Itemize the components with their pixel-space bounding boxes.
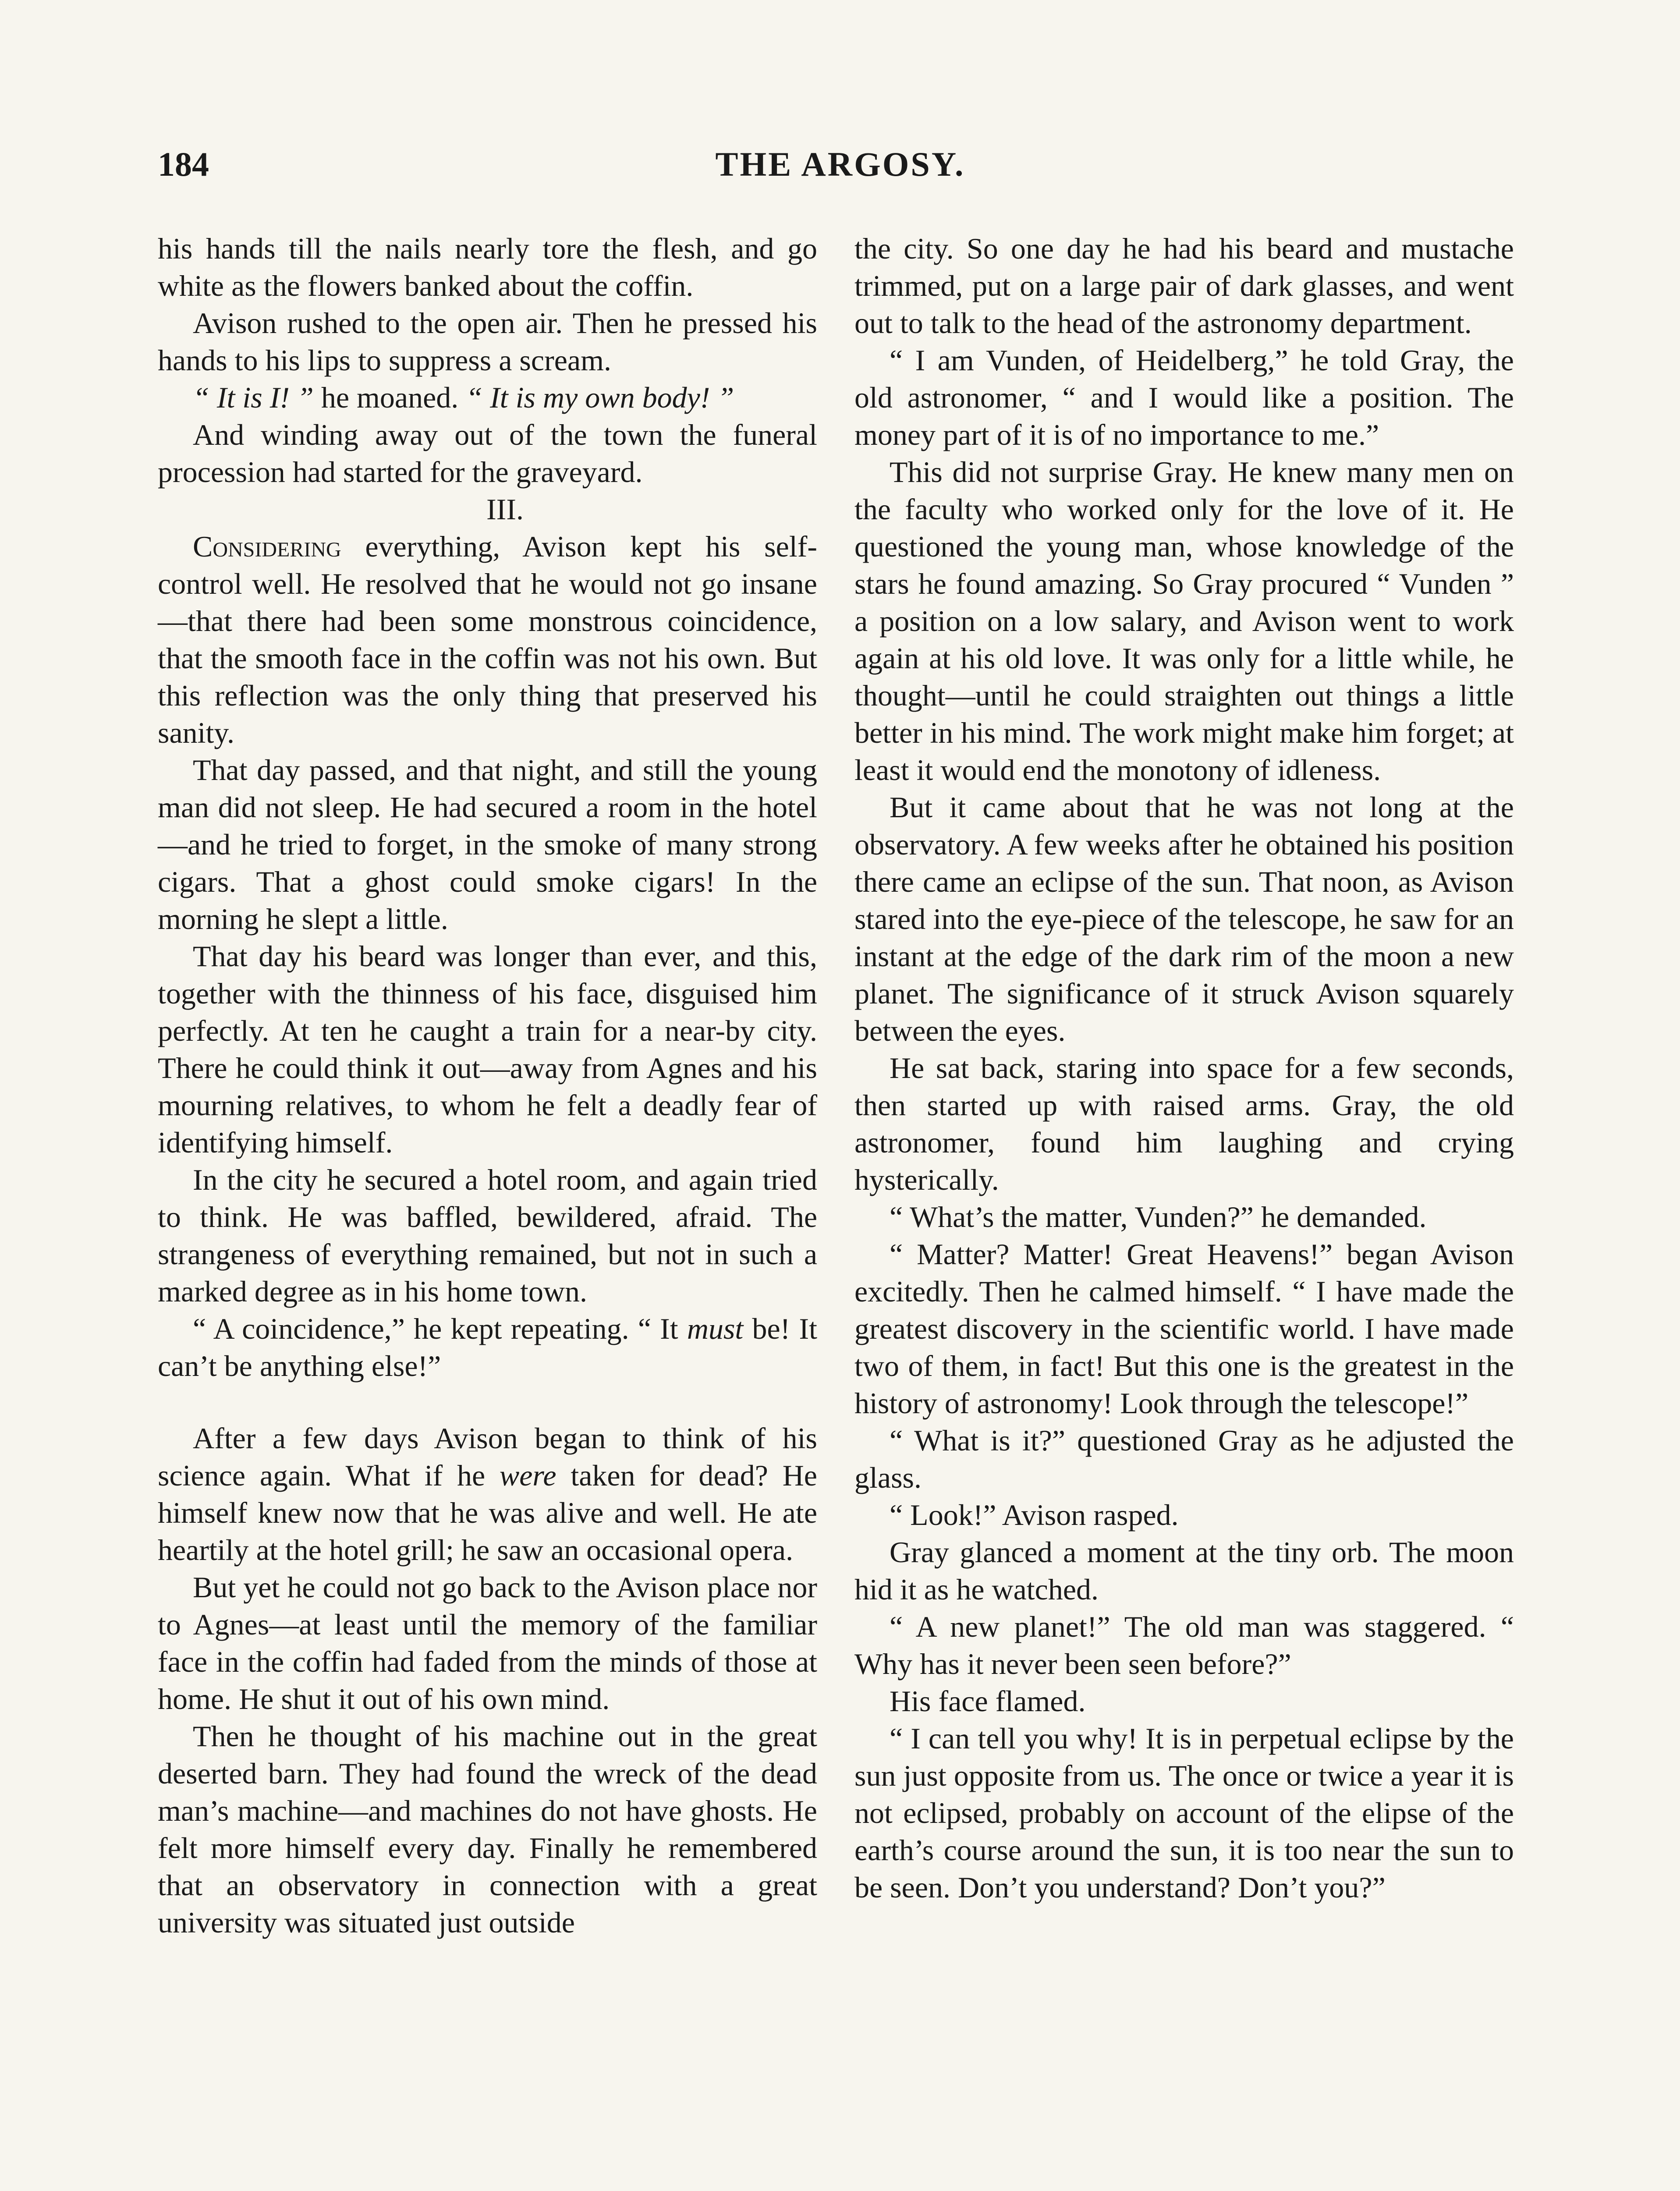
paragraph-text: everything, Avison kept his self-control well. He resolved that he would not go insane—that there had been some monstrous coincidence, that the smooth face in the coffin was not his own. But this reflection was the only thing that preserved his sanity. [158,530,817,749]
paragraph: “ Matter? Matter! Great Heavens!” began Avison excitedly. Then he calmed himself. “ I have made the greatest discovery in the scientific world. I have made two of them, in fact! But this one is the greatest in the history of astronomy! Look through the telescope!” [854,1237,1514,1420]
paragraph: Then he thought of his machine out in the great deserted barn. They had found the wreck of the dead man’s machine—and machines do not have ghosts. He felt more himself every day. Finally he remembered that an observatory in connection with a great university was situated just outside [158,1719,817,1939]
paragraph: “ I can tell you why! It is in perpetual eclipse by the sun just opposite from us. The once or twice a year it is not eclipsed, probably on account of the elipse of the earth’s course around the sun, it is too near the sun to be seen. Don’t you understand? Don’t you?” [854,1722,1514,1904]
paragraph: Avison rushed to the open air. Then he pressed his hands to his lips to suppress a scream. [158,306,817,377]
running-head: THE ARGOSY. [715,145,965,183]
paragraph: That day passed, and that night, and still the young man did not sleep. He had secured a room in the hotel—and he tried to forget, in the smoke of many strong cigars. That a ghost could smoke cigars! In the morning he slept a little. [158,753,817,936]
paragraph-text: be! It can’t be anything else!” [158,1312,818,1383]
paragraph: He sat back, staring into space for a few seconds, then started up with raised arms. Gray, the old astronomer, found him laughing and crying hysterically. [854,1051,1514,1196]
italic-quote: “ It is I! ” [193,381,314,414]
paragraph-text: After a few days Avison began to think of his science again. What if he [158,1422,817,1492]
paragraph: the city. So one day he had his beard and mustache trimmed, put on a large pair of dark glasses, and went out to talk to the head of the astronomy department. [854,232,1514,340]
paragraph: “ What is it?” questioned Gray as he adjusted the glass. [854,1424,1514,1494]
paragraph: That day his beard was longer than ever, and this, together with the thinness of his face, disguised him perfectly. At ten he caught a train for a near-by city. There he could think it out—away from Agnes and his mourning relatives, to whom he felt a deadly fear of identifying himself. [158,940,817,1159]
italic-word: were [499,1459,556,1492]
paragraph: This did not surprise Gray. He knew many men on the faculty who worked only for the love of it. He questioned the young man, whose knowledge of the stars he found amazing. So Gray procured “ Vunden ” a position on a low salary, and Avison went to work again at his old love. It was only for a little while, he thought—until he could straighten out things a little better in his mind. The work might make him forget; at least it would end the monotony of idleness. [854,455,1514,787]
paragraph: Gray glanced a moment at the tiny orb. The moon hid it as he watched. [854,1535,1514,1606]
left-column [158,230,817,1941]
paragraph: “ What’s the matter, Vunden?” he demanded. [890,1200,1427,1234]
paragraph: But it came about that he was not long at the observatory. A few weeks after he obtained his position there came an eclipse of the sun. That noon, as Avison stared into the eye-piece of the telescope, he saw for an instant at the edge of the dark rim of the moon a new planet. The significance of it struck Avison squarely between the eyes. [854,791,1514,1047]
paragraph: “ Look!” Avison rasped. [890,1498,1179,1532]
paragraph-text: “ A coincidence,” he kept repeating. “ It [193,1312,687,1345]
paragraph: And winding away out of the town the funeral procession had started for the graveyard. [158,418,817,489]
paragraph: his hands till the nails nearly tore the flesh, and go white as the flowers banked about the coffin. [158,232,817,302]
page-number: 184 [158,145,209,183]
paragraph-text: taken for dead? He himself knew now that he was alive and well. He ate heartily at the hotel grill; he saw an occasional opera. [158,1459,817,1567]
paragraph [158,1420,817,1569]
italic-word: must [687,1312,744,1345]
page-header [158,145,1523,197]
paragraph: But yet he could not go back to the Avison place nor to Agnes—at least until the memory of the familiar face in the coffin had faded from the minds of those at home. He shut it out of his own mind. [158,1571,817,1716]
paragraph: In the city he secured a hotel room, and again tried to think. He was baffled, bewildered, afraid. The strangeness of everything remained, but not in such a marked degree as in his home town. [158,1163,817,1308]
lead-in-smallcaps: Considering [193,530,341,563]
paragraph [158,379,817,416]
paragraph: “ I am Vunden, of Heidelberg,” he told Gray, the old astronomer, “ and I would like a position. The money part of it is of no importance to me.” [854,344,1514,451]
italic-quote: “ It is my own body! ” [466,381,734,414]
paragraph: “ A new planet!” The old man was staggered. “ Why has it never been seen before?” [854,1610,1514,1680]
paragraph [158,1310,817,1385]
section-heading: III. [486,493,524,526]
paragraph: His face flamed. [890,1684,1086,1718]
right-column [854,230,1514,1906]
paragraph [158,528,817,752]
paragraph-text: he moaned. [313,381,466,414]
